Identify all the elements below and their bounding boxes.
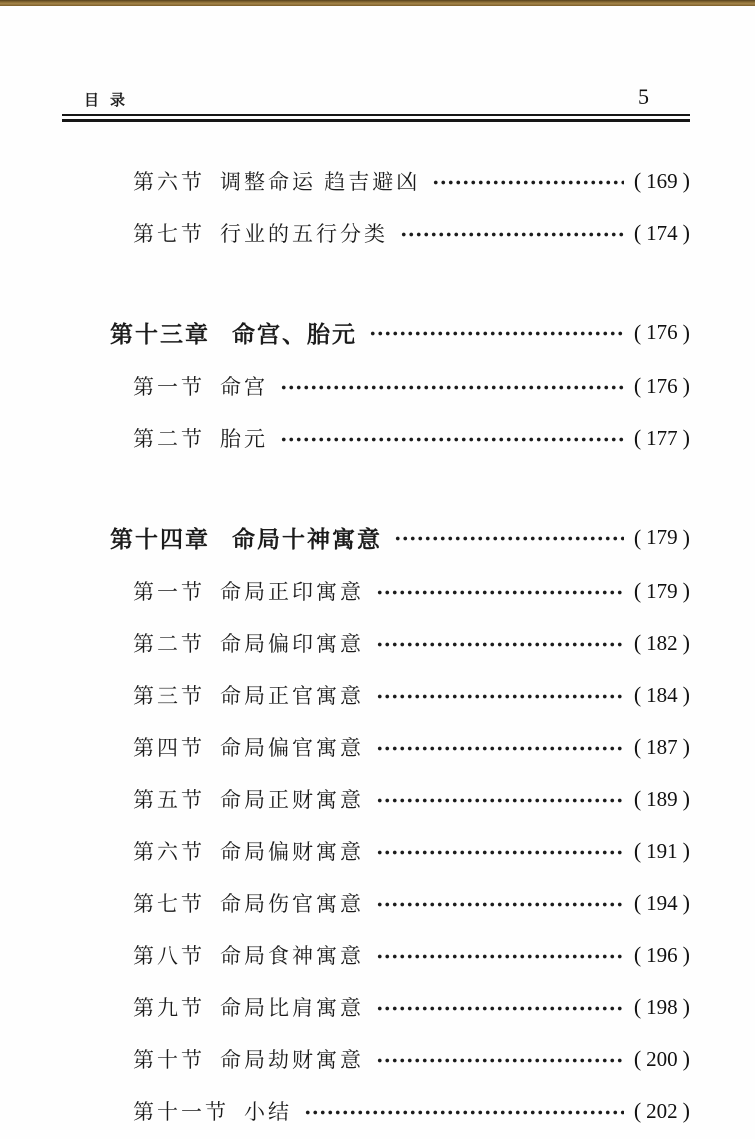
toc-row-chapter: [62, 316, 690, 349]
dot-leader: [369, 323, 624, 344]
toc-row-page: [634, 320, 690, 346]
toc-row-label: 第九节: [133, 996, 205, 1020]
toc-row-label: 第四节: [133, 736, 205, 760]
toc-row-title: 命局比肩寓意: [220, 996, 364, 1020]
paren-open-icon: (: [633, 994, 642, 1019]
page-number-value: 191: [646, 838, 678, 863]
toc-row-label: 第十一节: [133, 1100, 229, 1124]
toc-row-label: 第二节: [133, 427, 205, 451]
page-number-value: 187: [646, 734, 678, 759]
paren-open-icon: (: [633, 524, 642, 550]
toc-row-label: 第十节: [133, 1048, 205, 1072]
toc-row-section: [62, 1096, 690, 1126]
page-number-value: 202: [646, 1098, 678, 1123]
toc-row-page: [634, 525, 690, 551]
toc-row-title: 小结: [244, 1100, 292, 1124]
toc-row-chapter: [62, 521, 690, 554]
paren-close-icon: ): [682, 168, 690, 193]
toc-row-page: [634, 890, 690, 916]
toc-row-label: 第二节: [133, 632, 205, 656]
toc-row-page: [634, 994, 690, 1020]
toc-row-title: 命局伤官寓意: [220, 892, 364, 916]
toc-row-title: 调整命运 趋吉避凶: [220, 170, 421, 194]
paren-open-icon: (: [633, 630, 642, 655]
page-content: [62, 84, 690, 1126]
toc-row-section: [62, 784, 690, 814]
paren-open-icon: (: [633, 734, 642, 759]
toc-row-section: [62, 423, 690, 453]
paren-close-icon: ): [682, 425, 690, 450]
paren-close-icon: ): [682, 1098, 690, 1123]
toc-row-section: [62, 888, 690, 918]
paren-open-icon: (: [633, 578, 642, 603]
toc-row-title: 命局偏印寓意: [220, 632, 364, 656]
page-number-value: 169: [646, 168, 678, 193]
paren-open-icon: (: [633, 373, 642, 398]
toc-row-section: [62, 218, 690, 248]
dot-leader: [376, 998, 624, 1019]
header-page-number: 5: [638, 84, 649, 109]
dot-leader: [376, 686, 624, 707]
page-number-value: 179: [646, 525, 678, 549]
toc-row-label: 第七节: [133, 222, 205, 246]
dot-leader: [376, 1050, 624, 1071]
toc-row-page: [634, 425, 690, 451]
paren-close-icon: ): [682, 734, 690, 759]
paren-open-icon: (: [633, 838, 642, 863]
page-number-value: 176: [646, 373, 678, 398]
toc-row-title: 命局正印寓意: [220, 580, 364, 604]
dot-leader: [432, 172, 624, 193]
toc-row-page: [634, 1098, 690, 1124]
header-title: 目录: [84, 93, 137, 109]
toc-row-title: 命局食神寓意: [220, 944, 364, 968]
paren-close-icon: ): [682, 1046, 690, 1071]
paren-open-icon: (: [633, 319, 642, 345]
dot-leader: [376, 582, 624, 603]
toc-row-title: 命局劫财寓意: [220, 1048, 364, 1072]
paren-close-icon: ): [682, 786, 690, 811]
toc-row-page: [634, 578, 690, 604]
toc-row-page: [634, 942, 690, 968]
paren-open-icon: (: [633, 425, 642, 450]
toc-row-section: [62, 992, 690, 1022]
toc-row-label: 第十四章: [110, 527, 210, 552]
toc-row-page: [634, 373, 690, 399]
toc-row-page: [634, 168, 690, 194]
page-number-value: 189: [646, 786, 678, 811]
toc-row-title: 命宫、胎元: [232, 322, 357, 347]
top-accent-bar: [0, 0, 755, 6]
dot-leader: [304, 1102, 624, 1123]
toc-row-label: 第八节: [133, 944, 205, 968]
toc-row-title: 胎元: [220, 427, 268, 451]
paren-close-icon: ): [682, 630, 690, 655]
dot-leader: [280, 377, 624, 398]
toc-row-label: 第六节: [133, 170, 205, 194]
page-number-value: 196: [646, 942, 678, 967]
paren-close-icon: ): [682, 942, 690, 967]
toc-row-page: [634, 838, 690, 864]
paren-open-icon: (: [633, 786, 642, 811]
toc-row-section: [62, 371, 690, 401]
paren-close-icon: ): [682, 890, 690, 915]
toc-list: [62, 166, 690, 1126]
paren-open-icon: (: [633, 890, 642, 915]
toc-row-section: [62, 166, 690, 196]
toc-row-label: 第十三章: [110, 322, 210, 347]
page-number-value: 194: [646, 890, 678, 915]
toc-row-title: 命局正财寓意: [220, 788, 364, 812]
toc-row-title: 行业的五行分类: [220, 222, 388, 246]
toc-row-section: [62, 940, 690, 970]
toc-row-label: 第六节: [133, 840, 205, 864]
page-number-value: 176: [646, 320, 678, 344]
dot-leader: [376, 946, 624, 967]
toc-row-section: [62, 680, 690, 710]
header-double-rule: [62, 114, 690, 122]
page-header: [62, 84, 690, 110]
paren-open-icon: (: [633, 1046, 642, 1071]
page-number-value: 177: [646, 425, 678, 450]
page-number-value: 174: [646, 220, 678, 245]
toc-row-section: [62, 576, 690, 606]
dot-leader: [376, 790, 624, 811]
toc-row-section: [62, 1044, 690, 1074]
dot-leader: [400, 224, 624, 245]
paren-open-icon: (: [633, 168, 642, 193]
toc-row-section: [62, 732, 690, 762]
toc-row-label: 第一节: [133, 580, 205, 604]
paren-open-icon: (: [633, 682, 642, 707]
toc-row-page: [634, 1046, 690, 1072]
toc-row-title: 命宫: [220, 375, 268, 399]
paren-open-icon: (: [633, 220, 642, 245]
toc-row-title: 命局偏官寓意: [220, 736, 364, 760]
page-number-value: 184: [646, 682, 678, 707]
toc-row-label: 第三节: [133, 684, 205, 708]
paren-close-icon: ): [682, 373, 690, 398]
toc-row-page: [634, 630, 690, 656]
page-number-value: 200: [646, 1046, 678, 1071]
page-number-value: 182: [646, 630, 678, 655]
toc-row-label: 第五节: [133, 788, 205, 812]
page-number-value: 198: [646, 994, 678, 1019]
page-number-value: 179: [646, 578, 678, 603]
paren-close-icon: ): [682, 682, 690, 707]
paren-close-icon: ): [682, 220, 690, 245]
dot-leader: [376, 894, 624, 915]
dot-leader: [376, 634, 624, 655]
paren-open-icon: (: [633, 1098, 642, 1123]
toc-row-title: 命局正官寓意: [220, 684, 364, 708]
paren-close-icon: ): [682, 524, 690, 550]
toc-row-title: 命局偏财寓意: [220, 840, 364, 864]
paren-close-icon: ): [682, 319, 690, 345]
dot-leader: [280, 429, 624, 450]
toc-row-section: [62, 836, 690, 866]
dot-leader: [394, 528, 624, 549]
toc-row-page: [634, 786, 690, 812]
paren-open-icon: (: [633, 942, 642, 967]
toc-row-title: 命局十神寓意: [232, 527, 382, 552]
paren-close-icon: ): [682, 994, 690, 1019]
toc-row-section: [62, 628, 690, 658]
toc-row-page: [634, 220, 690, 246]
toc-row-label: 第一节: [133, 375, 205, 399]
paren-close-icon: ): [682, 578, 690, 603]
paren-close-icon: ): [682, 838, 690, 863]
dot-leader: [376, 842, 624, 863]
toc-row-label: 第七节: [133, 892, 205, 916]
toc-row-page: [634, 734, 690, 760]
dot-leader: [376, 738, 624, 759]
toc-row-page: [634, 682, 690, 708]
